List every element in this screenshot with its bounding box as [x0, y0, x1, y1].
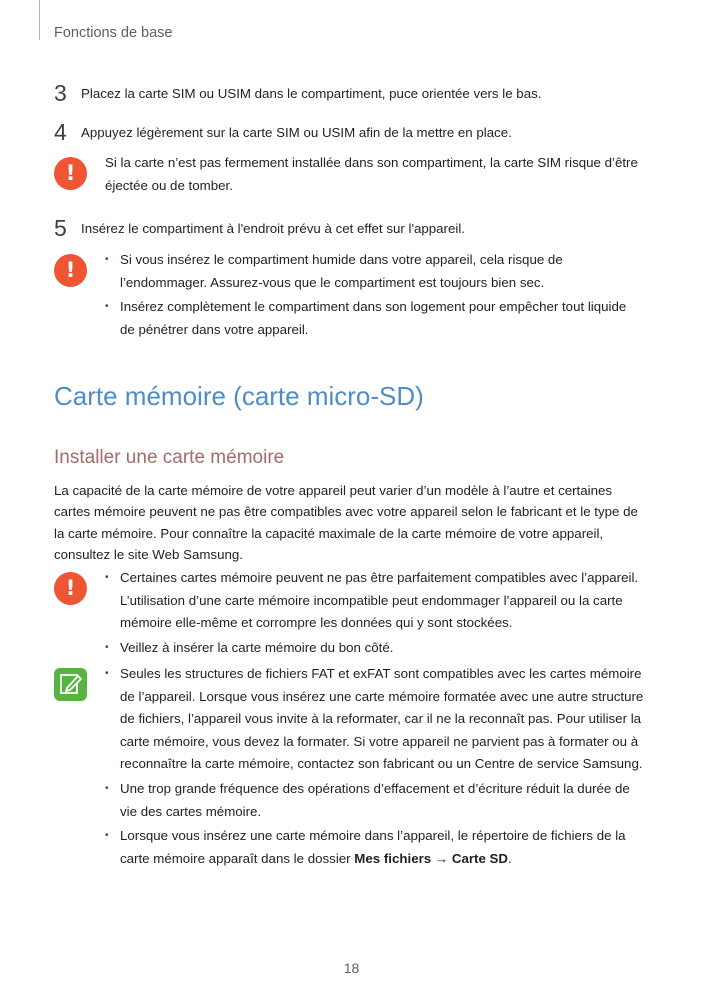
page-number: 18	[343, 960, 360, 976]
list-item: • Si vous insérez le compartiment humide dans votre appareil, cela risque de l’endommager. Assurez-vous que le compartiment est toujours bien sec.	[105, 249, 644, 294]
step-text: Placez la carte SIM ou USIM dans le compartiment, puce orientée vers le bas.	[81, 86, 542, 101]
list-item: • Certaines cartes mémoire peuvent ne pas être parfaitement compatibles avec l’appareil. L’utilisation d’une carte mémoire incompatible peut endommager l’appareil ou la carte mémoire elle-même et corrompre les données qui y sont stockées.	[105, 567, 644, 635]
note-pencil-icon	[54, 668, 87, 701]
list-item	[105, 825, 644, 870]
list-item: • Une trop grande fréquence des opérations d’effacement et d’écriture réduit la durée de vie des cartes mémoire.	[105, 778, 644, 823]
intro-paragraph: La capacité de la carte mémoire de votre appareil peut varier d’un modèle à l’autre et certaines cartes mémoire peuvent ne pas être compatibles avec votre appareil selon le fabricant et le type de la carte mémoire. Pour connaître la capacité maximale de la carte mémoire de votre appareil, consultez le site Web Samsung.	[54, 483, 638, 562]
text-suffix: .	[508, 850, 512, 866]
list-item: • Veillez à insérer la carte mémoire du bon côté.	[105, 637, 644, 660]
header-rule	[39, 0, 40, 40]
step-number: 3	[54, 80, 67, 106]
subsection-title: Installer une carte mémoire	[54, 447, 285, 468]
caution-tray-note	[54, 249, 644, 341]
warning-icon	[54, 254, 87, 287]
section-title: Carte mémoire (carte micro-SD)	[54, 381, 424, 411]
warning-icon	[54, 572, 87, 605]
target-folder: Carte SD	[451, 850, 509, 866]
folder-name: Mes fichiers	[354, 850, 432, 866]
caution-sim-note	[54, 152, 644, 198]
list-item: • Insérez complètement le compartiment dans son logement pour empêcher tout liquide de pénétrer dans votre appareil.	[105, 296, 644, 341]
step-number: 5	[54, 215, 67, 241]
step-number: 4	[54, 119, 67, 145]
note-card	[54, 663, 644, 866]
caution-card-note	[54, 567, 644, 657]
caution-text: Si la carte n’est pas fermement installée dans son compartiment, la carte SIM risque d’être éjectée ou de tomber.	[105, 155, 638, 193]
step-text: Appuyez légèrement sur la carte SIM ou USIM afin de la mettre en place.	[81, 125, 512, 140]
arrow-glyph: →	[431, 850, 452, 866]
running-header: Fonctions de base	[54, 25, 173, 41]
step-text: Insérez le compartiment à l'endroit prévu à cet effet sur l'appareil.	[81, 221, 465, 236]
text-prefix: Lorsque vous insérez une carte mémoire dans l’appareil, le répertoire de fichiers de la carte mémoire apparaît dans le dossier	[120, 828, 626, 866]
list-item: • Seules les structures de fichiers FAT et exFAT sont compatibles avec les cartes mémoire de l’appareil. Lorsque vous insérez une carte mémoire formatée avec une autre structure de fichiers, l’appareil vous invite à la reformater, car il ne la reconnaît pas. Pour utiliser la carte mémoire, vous devez la formater. Si votre appareil ne parvient pas à formater ou à reconnaître la carte mémoire, contactez son fabricant ou un Centre de service Samsung.	[105, 663, 644, 776]
warning-icon	[54, 157, 87, 190]
